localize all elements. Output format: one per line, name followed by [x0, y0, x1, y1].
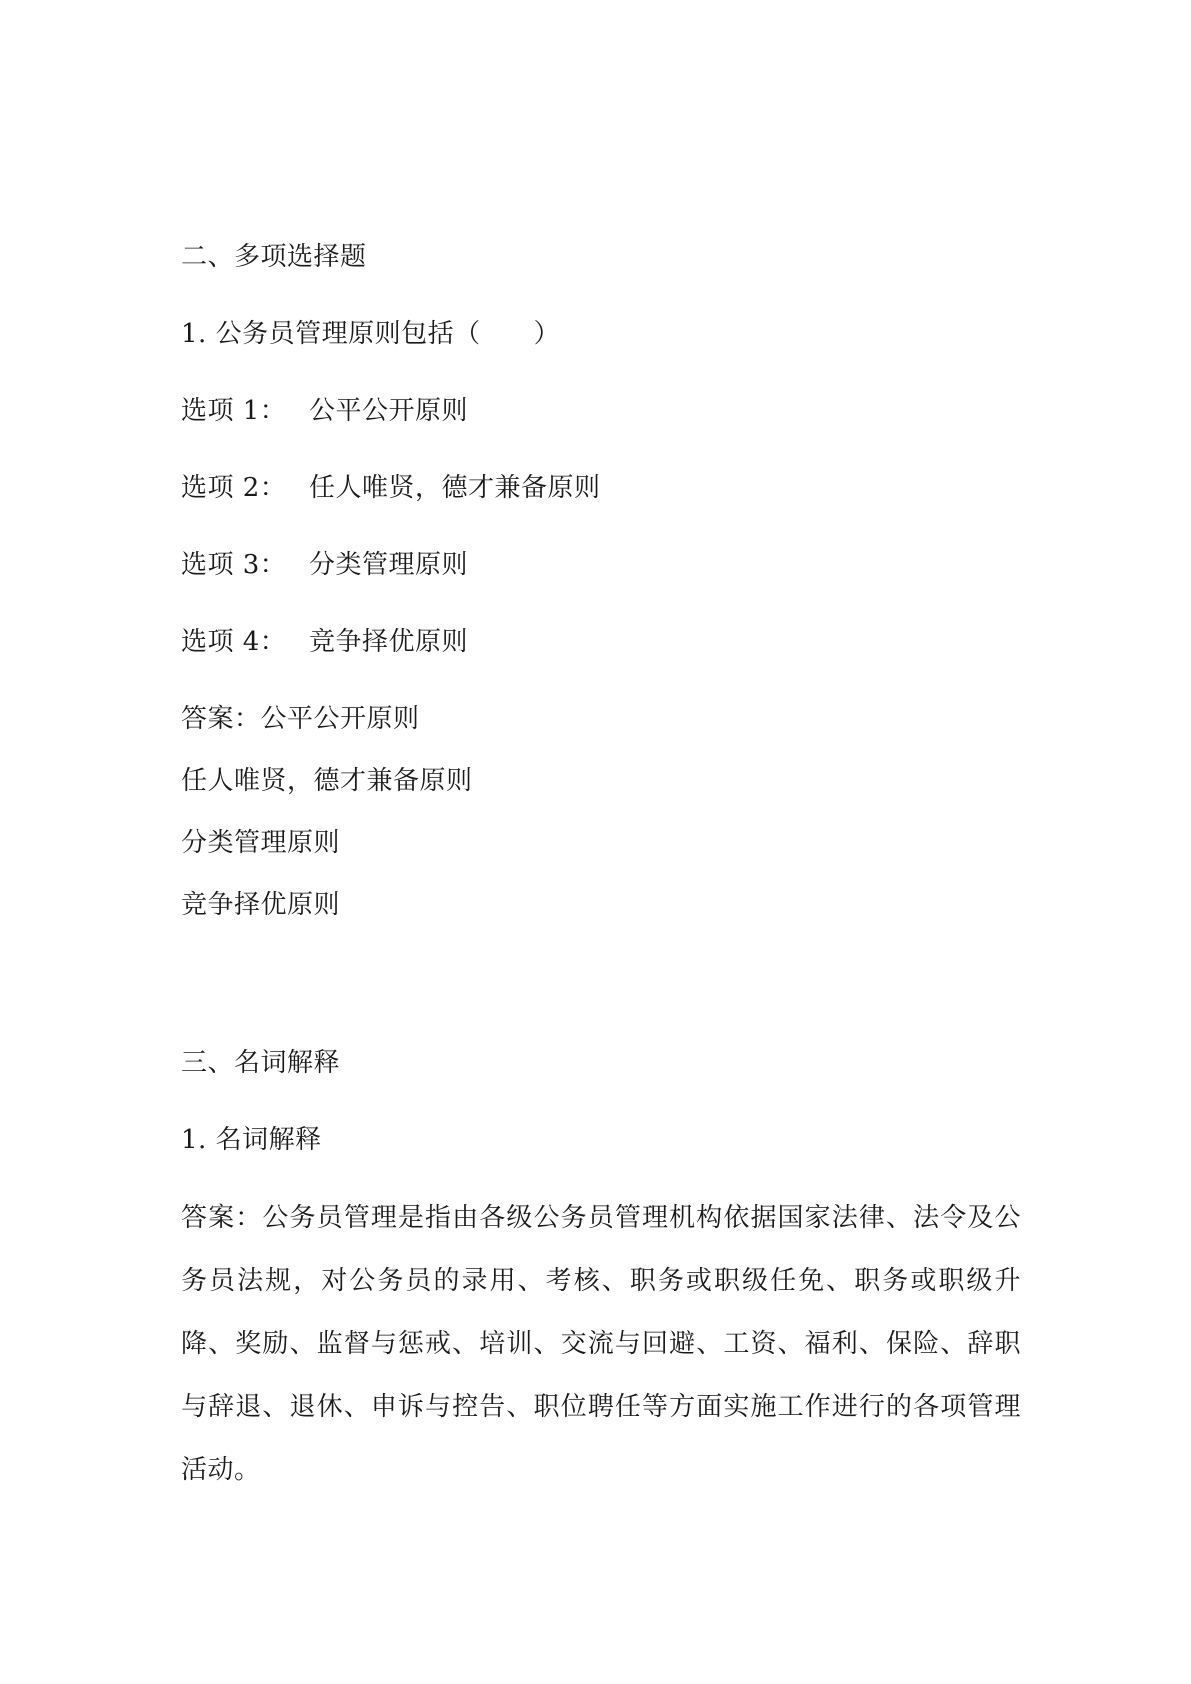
option-2	[181, 471, 601, 505]
option-label: 选项 2：	[181, 473, 287, 503]
answer-line: 分类管理原则	[181, 828, 341, 858]
option-text: 竞争择优原则	[309, 627, 469, 657]
option-text: 任人唯贤，德才兼备原则	[309, 473, 601, 503]
question-title: 1. 公务员管理原则包括（ ）	[181, 319, 561, 349]
section-heading-multiple-choice: 二、多项选择题	[181, 242, 367, 272]
question-title: 1. 名词解释	[181, 1125, 322, 1155]
option-text: 公平公开原则	[309, 396, 469, 426]
answer-line: 任人唯贤，德才兼备原则	[181, 766, 473, 796]
answer-paragraph: 答案：公务员管理是指由各级公务员管理机构依据国家法律、法令及公务员法规，对公务员的录用、考核、职务或职级任免、职务或职级升降、奖励、监督与惩戒、培训、交流与回避、工资、福利、保险、辞职与辞退、退休、申诉与控告、职位聘任等方面实施工作进行的各项管理活动。	[181, 1203, 1021, 1485]
option-text: 分类管理原则	[309, 550, 469, 580]
option-1	[181, 394, 468, 428]
option-label: 选项 3：	[181, 550, 287, 580]
option-4	[181, 625, 468, 659]
section-heading-term-definition: 三、名词解释	[181, 1048, 341, 1078]
answer-line: 竞争择优原则	[181, 890, 341, 920]
option-3	[181, 548, 468, 582]
answer-line: 答案：公平公开原则	[181, 704, 420, 734]
option-label: 选项 1：	[181, 396, 287, 426]
option-label: 选项 4：	[181, 627, 287, 657]
